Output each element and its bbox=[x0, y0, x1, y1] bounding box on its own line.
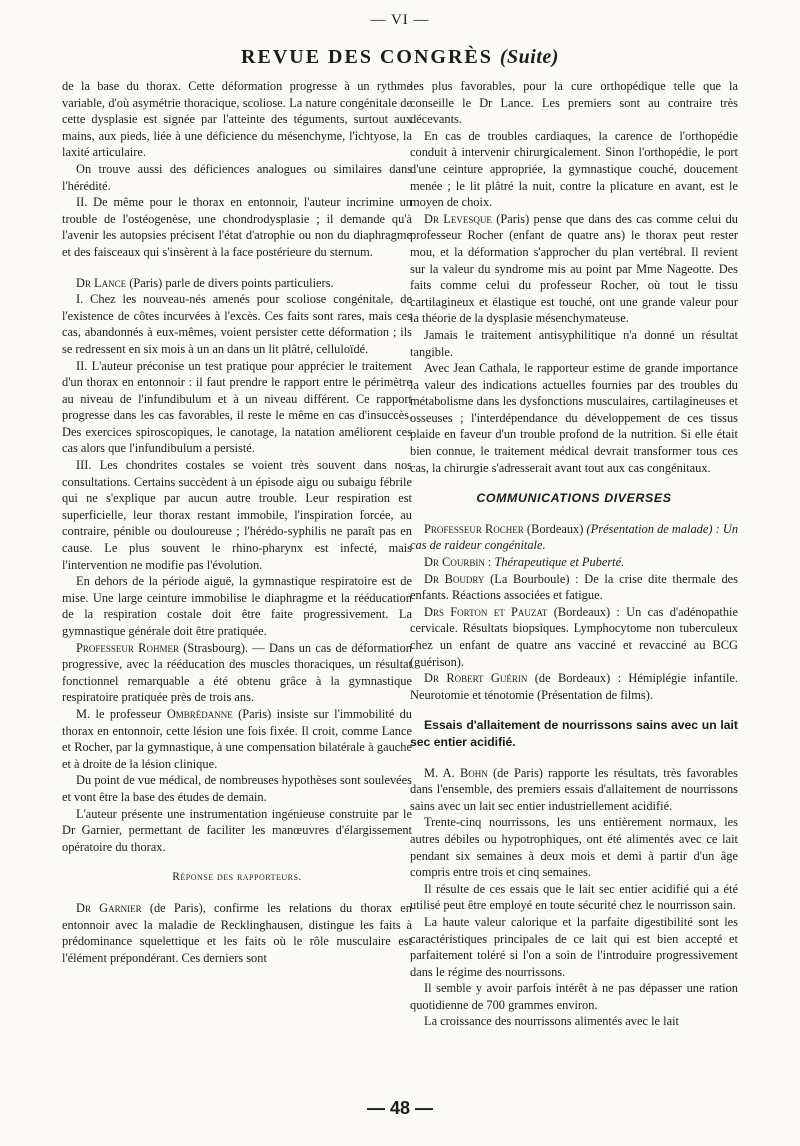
paragraph bbox=[410, 211, 738, 327]
paragraph-text: (Bordeaux) bbox=[523, 521, 587, 536]
author-name: Bohn bbox=[459, 765, 488, 780]
paragraph: En cas de troubles cardiaques, la carence de l'orthopédie conduit à intervenir chirurgicalement. Sinon l'orthopédie, le port d'une ceinture appropriée, la gymnastique couché, doucement menée ; le lit plâtré la nuit, contre la plicature en avant, est le moyen de choix. bbox=[410, 128, 738, 210]
paragraph-text: (Paris) pense que dans des cas comme celui du professeur Rocher (enfant de quatre ans) le thorax peut rester mou, et la déformation s'approcher du plan vertébral. Il revient sur la valeur du syndrome mis au point par Mme Nageotte. Des faits comme celui du professeur Rocher, où tout le tissu cartilagineux et élastique est touché, ont une grande valeur pour la théorie de la dysplasie mésenchymateuse. bbox=[410, 211, 738, 326]
author-name: Dr Boudry bbox=[424, 571, 485, 586]
author-name: Dr Garnier bbox=[76, 900, 142, 915]
paragraph bbox=[62, 275, 412, 292]
author-name: Dr Courbin bbox=[424, 555, 485, 570]
paragraph: les plus favorables, pour la cure orthopédique telle que la conseille le Dr Lance. Les premiers sont au contraire très décevants. bbox=[410, 79, 738, 127]
paragraph: II. De même pour le thorax en entonnoir, l'auteur incrimine un trouble de l'ostéogenèse, une chondrodysplasie ; il demande qu'à l'avenir les autopsies précisent l'état d'atrophie ou non du diaphragme et des faisceaux qui s'insèrent à la face postérieure du sternum. bbox=[62, 195, 412, 259]
paragraph: Du point de vue médical, de nombreuses hypothèses sont soulevées et vont être la base des études de demain. bbox=[62, 773, 412, 804]
page-number: — 48 — bbox=[366, 1098, 434, 1118]
paragraph: La croissance des nourrissons alimentés avec le lait bbox=[424, 1014, 679, 1029]
paragraph: Il semble y avoir parfois intérêt à ne pas dépasser une ration quotidienne de 700 grammes environ. bbox=[410, 981, 738, 1012]
paragraph: En dehors de la période aiguë, la gymnastique respiratoire est de mise. Une large ceinture immobilise le diaphragme et la rééducation de la respiration costale doit être faite progressivement. La gymnastique générale doit être pratiquée. bbox=[62, 574, 412, 638]
communication-item bbox=[410, 604, 738, 670]
paragraph bbox=[62, 640, 412, 706]
communication-item bbox=[410, 521, 738, 554]
paragraph: I. Chez les nouveau-nés amenés pour scoliose congénitale, de l'existence de côtes incurvées à l'excès. Ces faits sont rares, mais ces cas, abandonnés à eux-mêmes, voient persister cette déformation ; ils se redressent en six mois à un an dans un lit plâtré, celluloïdé. bbox=[62, 292, 412, 356]
paragraph bbox=[62, 706, 412, 772]
communication-title: (Présentation de malade) : Un cas de raideur congénitale. bbox=[410, 521, 739, 553]
author-name: Ombrédanne bbox=[166, 706, 233, 721]
section-heading: COMMUNICATIONS DIVERSES bbox=[476, 491, 672, 506]
running-head bbox=[0, 46, 800, 69]
paragraph: II. L'auteur préconise un test pratique pour apprécier le traitement d'un thorax en entonnoir : il faut prendre le rapport entre le périmètre au niveau de l'infundibulum et à un niveau différent. Ce rapport progresse dans les cas favorables, il reste le même en cas d'insuccès. Des exercices spiroscopiques, le canotage, la natation améliorent ces cas alors que l'infundibulum a persisté. bbox=[62, 358, 412, 456]
paragraph-text: (de Paris) rapporte les résultats, très favorables dans l'ensemble, des premiers essais d'allaitement de nourrissons sains avec un lait sec entier industriellement acidifié. bbox=[410, 765, 739, 813]
running-head-title: REVUE DES CONGRÈS bbox=[241, 46, 493, 68]
author-name: Dr Levesque bbox=[424, 211, 492, 226]
paragraph: Jamais le traitement antisyphilitique n'a donné un résultat tangible. bbox=[410, 327, 738, 359]
running-head-suffix: (Suite) bbox=[499, 46, 559, 68]
paragraph: La haute valeur calorique et la parfaite digestibilité sont les caractéristiques principales de ce lait qui est bien accepté et parfaitement toléré si l'on a soin de l'introduire progressivement dans le régime des nourrissons. bbox=[410, 914, 738, 979]
author-name: Drs Forton et Pauzat bbox=[424, 604, 548, 619]
author-name: Dr Lance bbox=[76, 275, 127, 290]
subsection-heading: Réponse des rapporteurs. bbox=[172, 871, 302, 884]
paragraph: Avec Jean Cathala, le rapporteur estime de grande importance la valeur des indications actuelles fournies par des troubles du métabolisme dans les dysfonctions musculaires, cartilagineuses et osseuses ; l'interdépendance du développement de ces tissus plaide en faveur d'un trouble profond de la nutrition. Si elle était bien connue, le traitement médical devrait transformer tous ces cas, la chirurgie s'adresserait avant tout aux cas congénitaux. bbox=[410, 361, 738, 475]
author-name: Professeur Rocher bbox=[424, 521, 524, 536]
paragraph: Trente-cinq nourrissons, les uns entièrement normaux, les autres débiles ou hypotrophiques, ont été alimentés avec ce lait pendant six semaines à deux mois et demi à partir d'un âge compris entre trois et cinq semaines. bbox=[410, 815, 738, 880]
communication-item bbox=[410, 670, 738, 703]
paragraph-text: (de Bordeaux) : Hémiplégie infantile. Neurotomie et ténotomie (Présentation de films). bbox=[410, 671, 738, 702]
paragraph: III. Les chondrites costales se voient très souvent dans nos consultations. Certains succèdent à un épisode aigu ou subaigu fébrile qui ne s'explique par aucun autre trouble. Leur respiration est superficielle, leur thorax restant immobile, l'inspiration forcée, au contraire, pénible ou douloureuse ; l'hérédo-syphilis ne paraît pas en cause. Le plus souvent le rhino-pharynx est infecté, mais l'intervention ne modifie pas l'évolution. bbox=[62, 458, 412, 572]
paragraph: On trouve aussi des déficiences analogues ou similaires dans l'hérédité. bbox=[62, 161, 412, 193]
paragraph-text: M. A. bbox=[424, 765, 460, 780]
paragraph-text: (Paris) parle de divers points particuliers. bbox=[126, 275, 334, 290]
paragraph-text: (La Bourboule) : De la crise dite thermale des enfants. Réactions associées et fatigue. bbox=[410, 571, 738, 603]
paragraph bbox=[62, 900, 412, 966]
folio-roman: — VI — bbox=[370, 12, 430, 28]
paragraph-text: : bbox=[484, 555, 495, 570]
paragraph-text: (Strasbourg). — Dans un cas de déformation progressive, avec la rééducation des muscles thoraciques, un résultat fonctionnel remarquable a été obtenu grâce à la gymnastique respiratoire pratiquée près de trois ans. bbox=[62, 640, 412, 705]
communication-item bbox=[410, 554, 738, 571]
article-heading: Essais d'allaitement de nourrissons sains avec un lait sec entier acidifié. bbox=[410, 718, 738, 749]
right-column bbox=[410, 78, 738, 1030]
left-column bbox=[62, 78, 412, 966]
paragraph-text: (Bordeaux) : Un cas d'adénopathie cervicale. Résultats biopsiques. Lymphocytome non tuberculeux chez un enfant de quatre ans vacciné et revacciné au BCG (guérison). bbox=[410, 604, 738, 669]
paragraph: L'auteur présente une instrumentation ingénieuse construite par le Dr Garnier, permettant de faciliter les manœuvres d'élargissement opératoire du thorax. bbox=[62, 806, 412, 854]
communication-title: Thérapeutique et Puberté. bbox=[494, 555, 625, 570]
paragraph: de la base du thorax. Cette déformation progresse à un rythme variable, d'où asymétrie thoracique, scoliose. La nature congénitale de cette dysplasie est signée par l'atteinte des téguments, surtout aux mains, aux pieds, liée à une déficience du mésenchyme, l'ichtyose, la laxité articulaire. bbox=[62, 79, 412, 160]
paragraph-text: (de Paris), confirme les relations du thorax en entonnoir avec la maladie de Recklinghausen, distingue les faits à prédominance squelettique et les faits où le rôle musculaire est l'élément prépondérant. Ces derniers sont bbox=[62, 900, 412, 965]
paragraph bbox=[410, 765, 738, 815]
communication-item bbox=[410, 571, 738, 604]
paragraph-text: (Paris) insiste sur l'immobilité du thorax en entonnoir, cette lésion une fois fixée. Il croit, comme Lance et Rocher, par la gymnastique, à une compensation bilatérale à gauche et à droite de la lésion clinique. bbox=[62, 706, 412, 771]
author-name: Professeur Rohmer bbox=[76, 640, 179, 655]
author-name: Dr Robert Guérin bbox=[424, 671, 528, 686]
paragraph: Il résulte de ces essais que le lait sec entier acidifié qui a été utilisé peut être employé en toute sécurité chez le nourrisson sain. bbox=[410, 881, 738, 913]
paragraph-text: M. le professeur bbox=[76, 706, 167, 721]
